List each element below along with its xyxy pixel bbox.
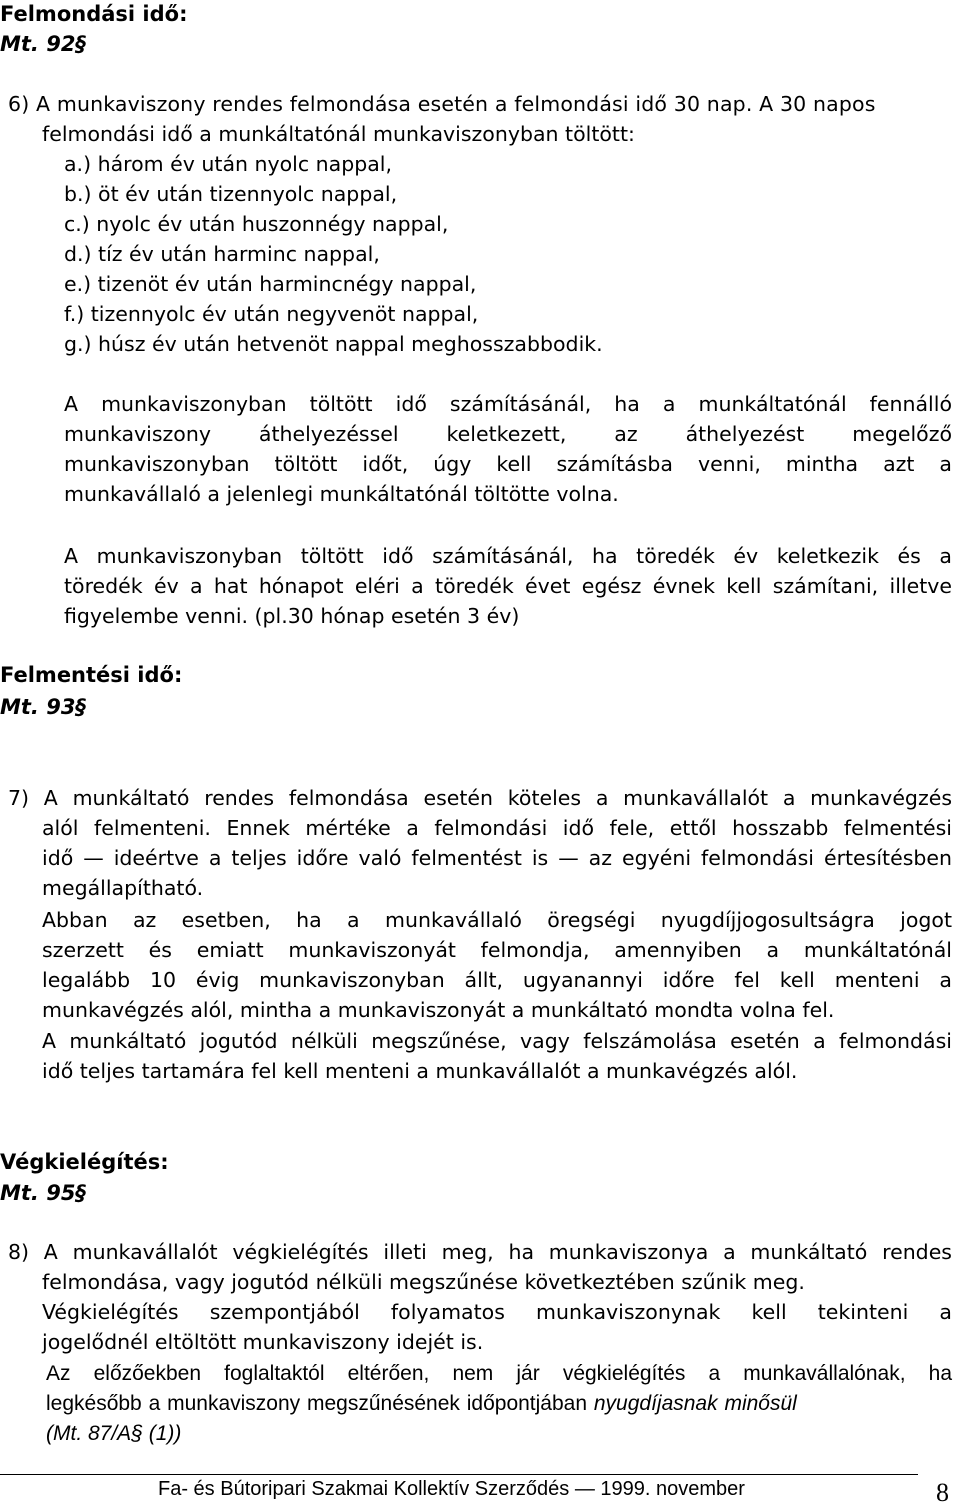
- para-line: szerzett és emiatt munkaviszonyát felmondja, amennyiben a munkáltatónál: [42, 938, 952, 962]
- section-title-vegkielegites: Végkielégítés:: [0, 1150, 169, 1174]
- section-title-felmondasi-ido: Felmondási idő:: [0, 2, 188, 26]
- para-6-line-2: felmondási idő a munkáltatónál munkaviszonyban töltött:: [42, 122, 635, 146]
- para-line: figyelembe venni. (pl.30 hónap esetén 3 év): [64, 604, 520, 628]
- para-line: legalább 10 évig munkaviszonyban állt, ugyanannyi időre fel kell menteni a: [42, 968, 952, 992]
- para-line: A munkáltató jogutód nélküli megszűnése, vagy felszámolása esetén a felmondási: [42, 1029, 952, 1053]
- para-line: jogelődnél eltöltött munkaviszony idejét is.: [42, 1330, 484, 1354]
- list-item: g.) húsz év után hetvenöt nappal meghosszabbodik.: [64, 332, 603, 356]
- italic-text: nyugdíjasnak minősül: [593, 1392, 797, 1415]
- para-6-line-1: [8, 89, 954, 119]
- para-line-mixed: [46, 1389, 956, 1419]
- list-item: f.) tizennyolc év után negyvenöt nappal,: [64, 302, 479, 326]
- section-ref-text: Mt. 93§: [0, 695, 86, 719]
- para-line: munkavállaló a jelenlegi munkáltatónál töltötte volna.: [64, 482, 619, 506]
- para-line: megállapítható.: [42, 876, 204, 900]
- para-line: munkaviszony áthelyezéssel keletkezett, az áthelyezést megelőző: [64, 422, 952, 446]
- para-line: Az előzőekben foglaltaktól eltérően, nem jár végkielégítés a munkavállalónak, ha: [46, 1362, 952, 1385]
- para-line: felmondása, vagy jogutód nélküli megszűnése következtében szűnik meg.: [42, 1270, 805, 1294]
- para-line: munkaviszonyban töltött időt, úgy kell számításba venni, mintha azt a: [64, 452, 952, 476]
- para-line: A munkaviszonyban töltött idő számításánál, ha töredék év keletkezik és a: [64, 544, 952, 568]
- para-line: Végkielégítés szempontjából folyamatos munkaviszonynak kell tekinteni a: [42, 1300, 952, 1324]
- para-8-line-1: 8) A munkavállalót végkielégítés illeti meg, ha munkaviszonya a munkáltató rendes: [8, 1240, 952, 1264]
- section-ref-mt93: [0, 695, 86, 719]
- para-line: töredék év a hat hónapot eléri a töredék évet egész évnek kell számítani, illetve: [64, 574, 952, 598]
- para-7-line-1: 7) A munkáltató rendes felmondása esetén köteles a munkavállalót a munkavégzés: [8, 786, 952, 810]
- section-ref-text: Mt. 95§: [0, 1181, 86, 1205]
- section-ref-mt95: [0, 1181, 86, 1205]
- para-text: 6) A munkaviszony rendes felmondása esetén a felmondási idő 30 nap. A 30 napos: [8, 92, 876, 116]
- legal-reference: (Mt. 87/A§ (1)): [46, 1422, 182, 1445]
- para-line: Abban az esetben, ha a munkavállaló öregségi nyugdíjjogosultságra jogot: [42, 908, 952, 932]
- footer-rule: [0, 1474, 918, 1475]
- para-line: idő — ideértve a teljes időre való felmentést is — az egyéni felmondási értesítésben: [42, 846, 952, 870]
- list-item: d.) tíz év után harminc nappal,: [64, 242, 380, 266]
- footer-text: Fa- és Bútoripari Szakmai Kollektív Szerződés — 1999. november: [158, 1478, 745, 1500]
- section-title-felmentesi-ido: Felmentési idő:: [0, 663, 183, 687]
- para-line: munkavégzés alól, mintha a munkaviszonyát a munkáltató mondta volna fel.: [42, 998, 835, 1022]
- list-item: b.) öt év után tizennyolc nappal,: [64, 182, 398, 206]
- para-line: idő teljes tartamára fel kell menteni a munkavállalót a munkavégzés alól.: [42, 1059, 798, 1083]
- list-item: e.) tizenöt év után harmincnégy nappal,: [64, 272, 477, 296]
- section-ref-mt92: [0, 32, 86, 56]
- page-number: 8: [936, 1478, 949, 1507]
- list-item: a.) három év után nyolc nappal,: [64, 152, 393, 176]
- plain-text: legkésőbb a munkaviszony megszűnésének időpontjában: [46, 1392, 594, 1415]
- list-item: c.) nyolc év után huszonnégy nappal,: [64, 212, 449, 236]
- para-line: A munkaviszonyban töltött idő számításánál, ha a munkáltatónál fennálló: [64, 392, 952, 416]
- section-ref-text: Mt. 92§: [0, 32, 86, 56]
- para-line: alól felmenteni. Ennek mértéke a felmondási idő fele, ettől hosszabb felmentési: [42, 816, 952, 840]
